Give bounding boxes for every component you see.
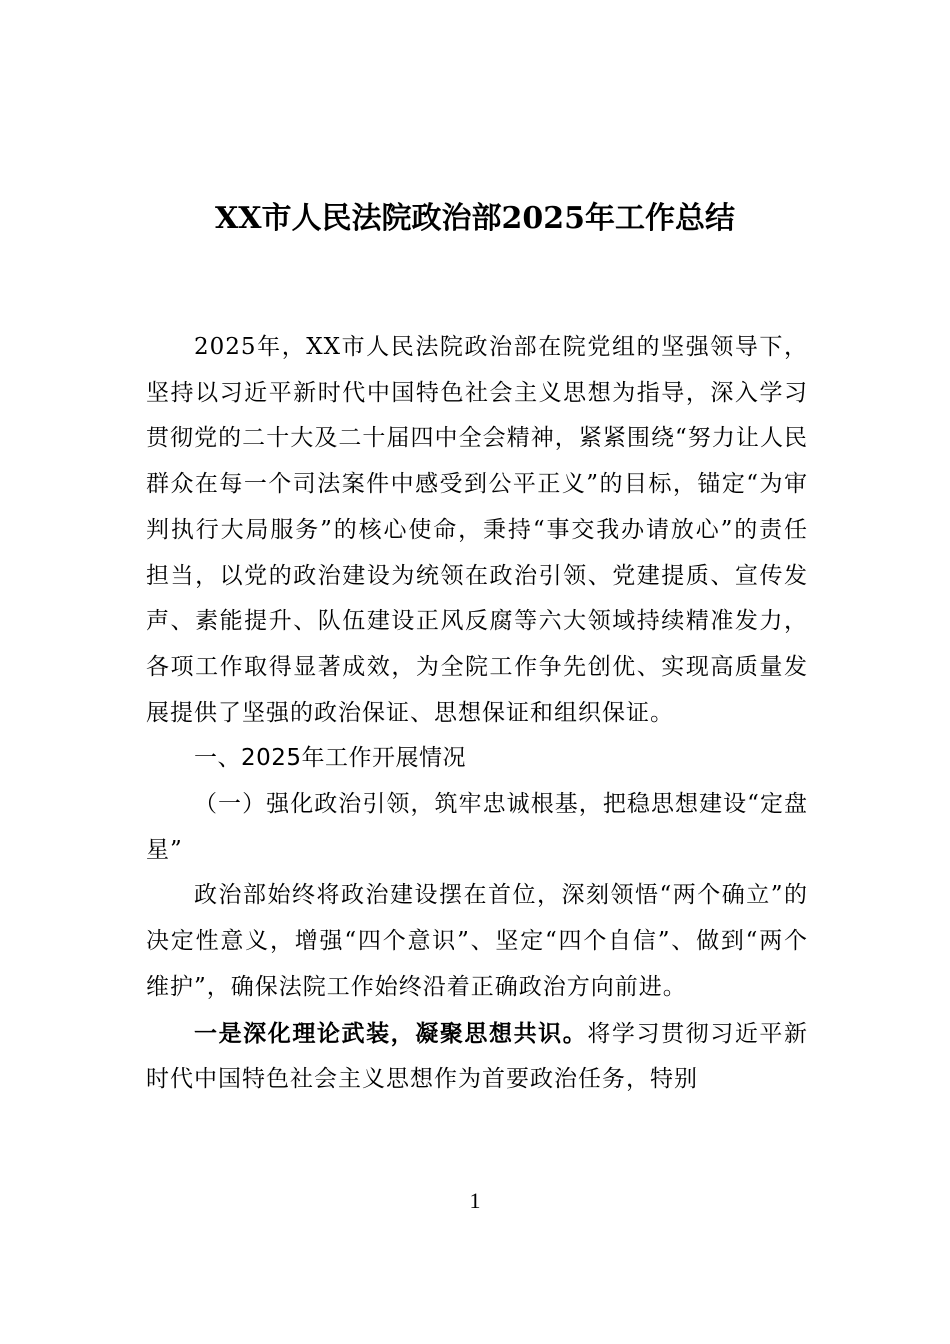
point-body-text: 将学习贯彻习近平新时代中国特色社会主义思想作为首要政治任务，特别: [146, 1020, 809, 1093]
point-lead-text: 一是深化理论武装，凝聚思想共识。: [194, 1019, 588, 1047]
page-number: 1: [469, 1188, 481, 1213]
subsection-heading-1: （一）强化政治引领，筑牢忠诚根基，把稳思想建设“定盘星”: [146, 791, 808, 863]
section-heading-1: 一、2025年工作开展情况: [194, 745, 467, 772]
intro-paragraph: 2025年，XX市人民法院政治部在院党组的坚强领导下，坚持以习近平新时代中国特色社会主义思想为指导，深入学习贯彻党的二十大及二十届四中全会精神，紧紧围绕“努力让人民群众在每一个司法案件中感受到公平正义”的目标，锚定“为审判执行大局服务”的核心使命，秉持“事交我办请放心”的责任担当，以党的政治建设为统领在政治引领、党建提质、宣传发声、素能提升、队伍建设正风反腐等六大领域持续精准发力，各项工作取得显著成效，为全院工作争先创优、实现高质量发展提供了坚强的政治保证、思想保证和组织保证。: [146, 334, 808, 726]
document-body: [146, 325, 808, 1103]
subsection-paragraph: 政治部始终将政治建设摆在首位，深刻领悟“两个确立”的决定性意义，增强“四个意识”、坚定“四个自信”、做到“两个维护”，确保法院工作始终沿着正确政治方向前进。: [146, 882, 808, 1000]
document-title: XX市人民法院政治部2025年工作总结: [214, 201, 736, 236]
point-paragraph-1: [146, 1011, 808, 1103]
